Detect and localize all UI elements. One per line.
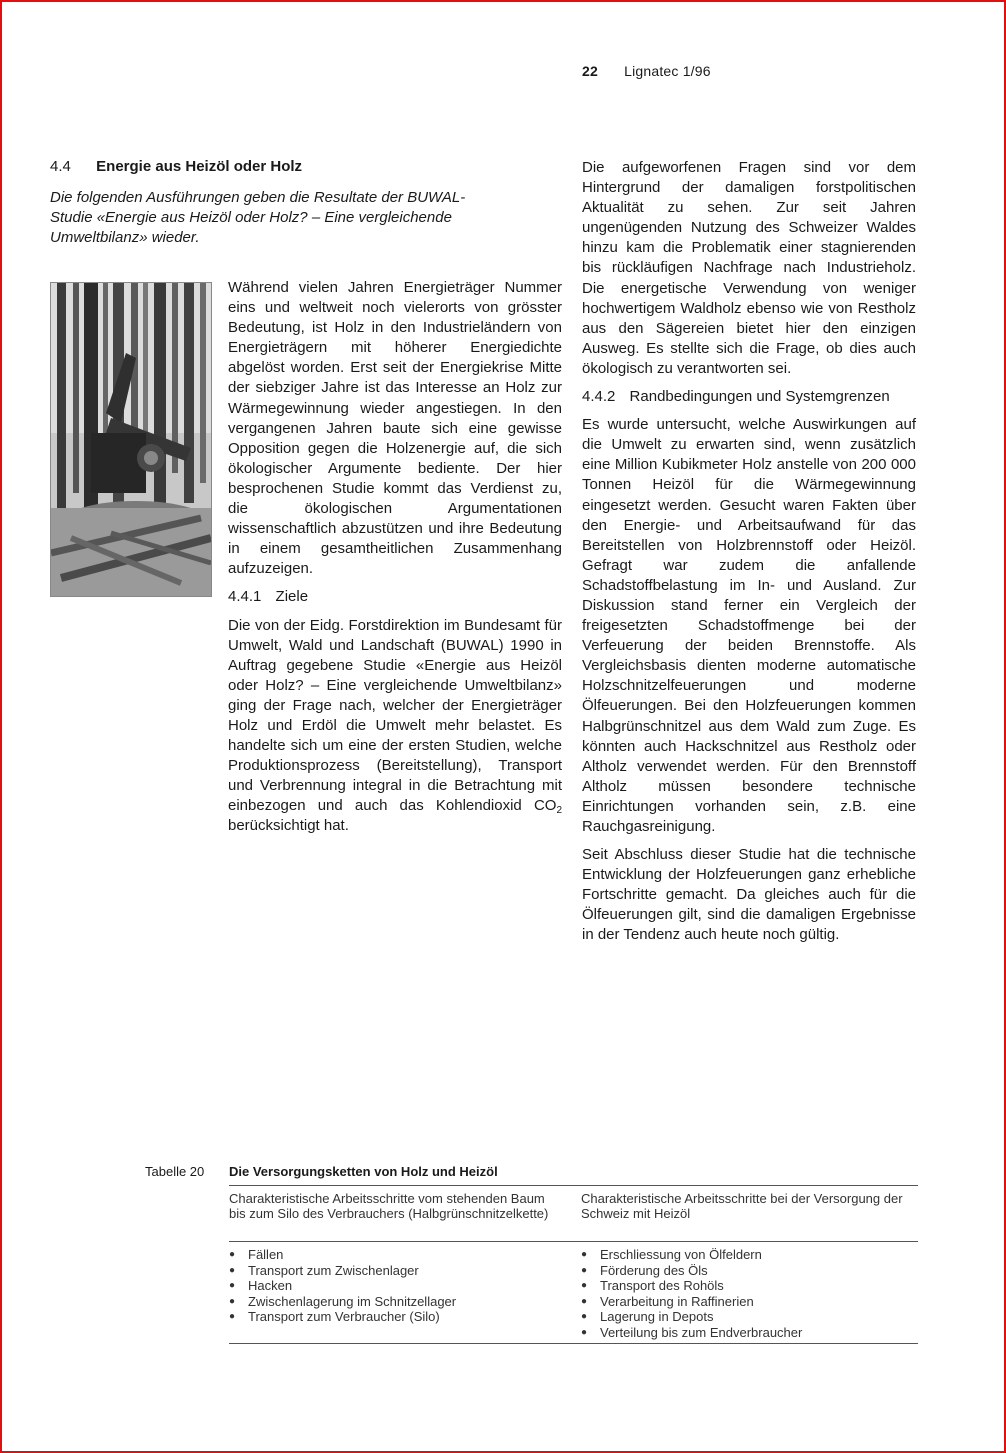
subsection-title: Randbedingungen und Systemgrenzen (629, 388, 890, 406)
subsection-number: 4.4.2 (582, 388, 616, 406)
table-bottom-rule (229, 1343, 918, 1344)
journal-name: Lignatec 1/96 (624, 63, 711, 79)
table-col1-header: Charakteristische Arbeitsschritte vom stehenden Baum bis zum Silo des Verbrauchers (Halbgrünschnitzelkette) (229, 1191, 549, 1221)
ziele-paragraph (228, 616, 562, 837)
section-number: 4.4 (50, 158, 71, 175)
section-heading (50, 158, 302, 175)
forest-harvester-photo (50, 282, 212, 597)
oil-chain-list (581, 1247, 918, 1341)
ziele-paragraph-end: berücksichtigt hat. (228, 817, 349, 835)
right-text-column (582, 158, 916, 954)
subsection-title: Ziele (275, 588, 309, 606)
table-col2-header: Charakteristische Arbeitsschritte bei der Versorgung der Schweiz mit Heizöl (581, 1191, 903, 1221)
conclusion-paragraph: Seit Abschluss dieser Studie hat die technische Entwicklung der Holzfeuerungen ganz erhebliche Fortschritte gemacht. Da gleiches auch für die Ölfeuerungen gilt, sind die damaligen Ergebnisse in der Tendenz auch heute noch gültig. (582, 846, 916, 944)
co2-subscript: 2 (556, 805, 562, 817)
table-top-rule (229, 1185, 918, 1186)
lead-paragraph: Die folgenden Ausführungen geben die Resultate der BUWAL-Studie «Energie aus Heizöl oder Holz? – Eine vergleichende Umweltbilanz» wieder. (50, 189, 466, 246)
table-list-item: ● Zwischenlagerung im Schnitzellager (229, 1294, 559, 1310)
table-list-item: ● Transport zum Verbraucher (Silo) (229, 1309, 559, 1325)
left-text-column (228, 278, 562, 845)
table-list-item: ● Lagerung in Depots (581, 1309, 918, 1325)
section-title: Energie aus Heizöl oder Holz (96, 158, 303, 175)
co2-base: CO (533, 797, 557, 815)
table-list-item: ● Hacken (229, 1278, 559, 1294)
table-label: Tabelle 20 (145, 1164, 205, 1179)
table-header-rule (229, 1241, 918, 1242)
wood-chain-list (229, 1247, 559, 1325)
ziele-paragraph-text: Die von der Eidg. Forstdirektion im Bundesamt für Umwelt, Wald und Landschaft (BUWAL) 1990 in Auftrag gegebene Studie «Energie aus Heizöl oder Holz? – Eine vergleichende Umweltbilanz» ging der Frage nach, welcher der Energieträger Holz und Erdöl die Umwelt mehr belastet. Es handelte sich um eine der ersten Studien, welche Produktionsprozess (Bereitstellung), Transport und Verbrennung integral in die Betrachtung mit einbezogen und auch das Kohlendioxid (228, 616, 562, 815)
subsection-number: 4.4.1 (228, 588, 262, 606)
table-list-item: ● Fällen (229, 1247, 559, 1263)
intro-paragraph: Während vielen Jahren Energieträger Nummer eins und weltweit noch vielerorts von grösster Bedeutung, ist Holz in den Industrieländern von Energieträgern mit höherer Energiedichte abgelöst worden. Erst seit der Energiekrise Mitte der siebziger Jahre ist das Interesse an Holz zur Wärmegewinnung wieder angestiegen. In den vergangenen Jahren baute sich eine gewisse Opposition gegen die Holzenergie auf, die sich ökologischer Argumente bediente. Der hier besprochenen Studie kommt das Verdienst zu, die ökologischen Argumentationen wissenschaftlich abzustützen und ihre Bedeutung in einem gesamtheitlichen Zusammenhang aufzuzeigen. (228, 279, 562, 578)
table-list-item: ● Verarbeitung in Raffinerien (581, 1294, 918, 1310)
page-number: 22 (582, 63, 598, 79)
method-paragraph: Es wurde untersucht, welche Auswirkungen auf die Umwelt zu erwarten sind, wenn zusätzlich eine Million Kubikmeter Holz anstelle von 200 000 Tonnen Heizöl für die Wärmegewinnung eingesetzt werden. Gesucht waren Fakten über den Energie- und Arbeitsaufwand für das Bereitstellen von Holzbrennstoff oder Heizöl. Gefragt war zudem die anfallende Schadstoffbelastung im In- und Ausland. Zur Diskussion stand ferner ein Vergleich der freigesetzten Schadstoffmenge bei der Verfeuerung der beiden Brennstoffe. Als Vergleichsbasis dienten moderne automatische Holzschnitzelfeuerungen und moderne Ölfeuerungen. Bei den Holzfeuerungen kommen Halbgrünschnitzel aus dem Wald zum Zuge. Es könnten auch Hackschnitzel aus Restholz oder Altholz verwendet werden. Für den Brennstoff Altholz müssen besondere technische Einrichtungen vorhanden sein, z.B. eine Rauchgasreinigung. (582, 416, 916, 835)
page-header (582, 63, 711, 79)
table-list-item: ● Erschliessung von Ölfeldern (581, 1247, 918, 1263)
subsection-heading-randbedingungen (582, 387, 916, 407)
table-list-item: ● Transport des Rohöls (581, 1278, 918, 1294)
table-list-item: ● Förderung des Öls (581, 1263, 918, 1279)
forest-photo-illustration (51, 283, 211, 596)
table-list-item: ● Transport zum Zwischenlager (229, 1263, 559, 1279)
table-title: Die Versorgungsketten von Holz und Heizöl (229, 1164, 498, 1179)
context-paragraph: Die aufgeworfenen Fragen sind vor dem Hintergrund der damaligen forstpolitischen Aktualität zu sehen. Zur seit Jahren ungenügenden Nutzung des Schweizer Waldes hinzu kam die Problematik einer stagnierenden bis rückläufigen Nachfrage nach Industrieholz. Die energetische Verwendung von weniger hochwertigem Waldholz ebenso wie von Restholz aus den Sägereien bietet hier den einzigen Ausweg. Es stellte sich die Frage, ob dies auch ökologisch zu verantworten sei. (582, 159, 916, 377)
table-list-item: ● Verteilung bis zum Endverbraucher (581, 1325, 918, 1341)
subsection-heading-ziele (228, 587, 562, 607)
co2-symbol (533, 797, 562, 817)
